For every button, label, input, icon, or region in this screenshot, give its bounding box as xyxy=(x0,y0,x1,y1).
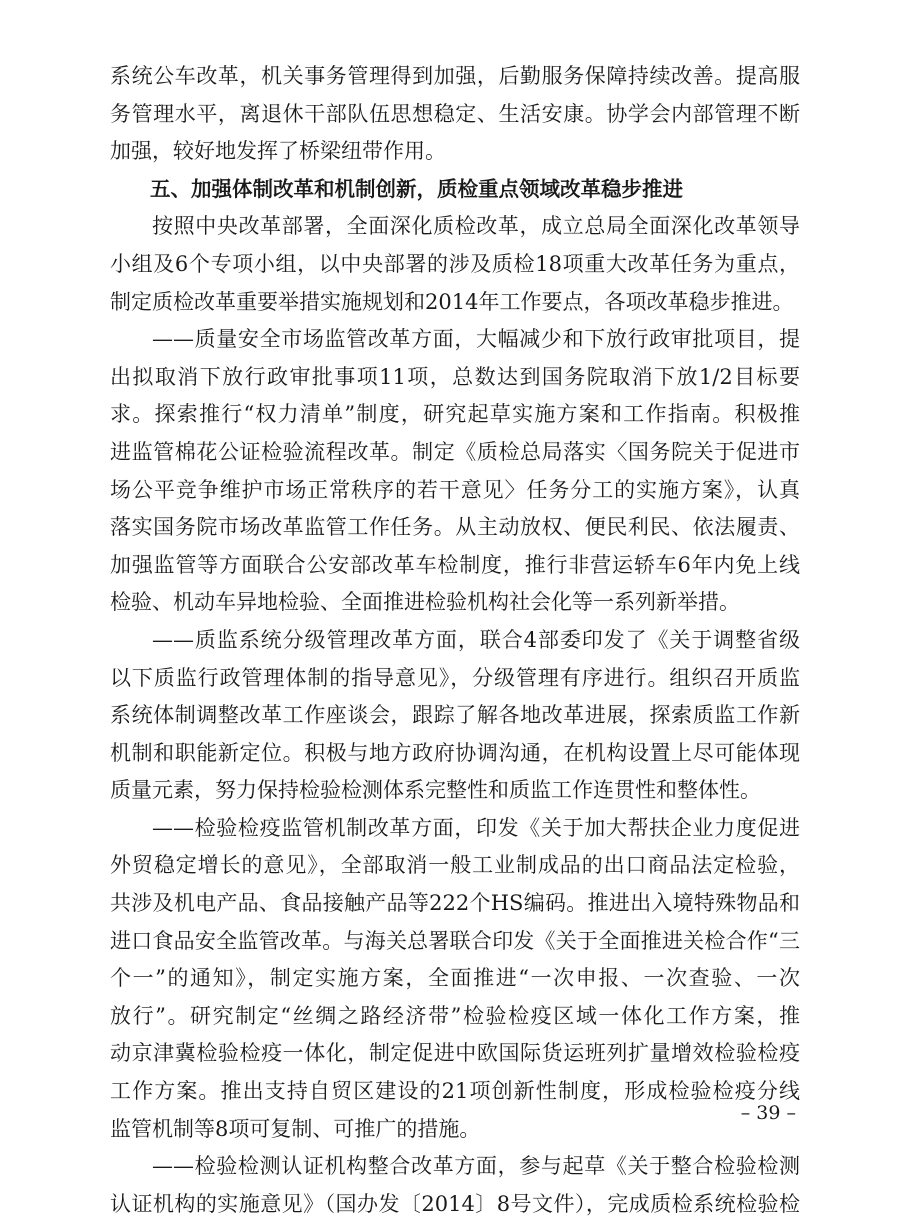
text-line: 按照中央改革部署，全面深化质检改革，成立总局全面深化改革领导 xyxy=(152,214,800,239)
text-line: 共涉及机电产品、食品接触产品等222个HS编码。推进出入境特殊物品和 xyxy=(110,891,800,916)
text-line: 进监管棉花公证检验流程改革。制定《质检总局落实〈国务院关于促进市 xyxy=(110,439,800,464)
text-line: 制定质检改革重要举措实施规划和2014年工作要点，各项改革稳步推进。 xyxy=(110,289,794,314)
text-line: 监管机制等8项可复制、可推广的措施。 xyxy=(110,1116,481,1141)
text-line: 系统体制调整改革工作座谈会，跟踪了解各地改革进展，探索质监工作新 xyxy=(110,703,800,728)
page-number: – 39 – xyxy=(740,1102,796,1124)
text-line: 系统公车改革，机关事务管理得到加强，后勤服务保障持续改善。提高服 xyxy=(110,64,800,88)
text-line: 落实国务院市场改革监管工作任务。从主动放权、便民利民、依法履责、 xyxy=(110,515,800,540)
text-line: 认证机构的实施意见》（国办发〔2014〕8号文件），完成质检系统检验检 xyxy=(110,1191,800,1216)
text-line: 放行”。研究制定“丝绸之路经济带”检验检疫区域一体化工作方案，推 xyxy=(110,1003,800,1028)
text-line: 出拟取消下放行政审批事项11项，总数达到国务院取消下放1/2目标要 xyxy=(110,364,800,389)
body-text xyxy=(110,58,800,1223)
text-line: 检验、机动车异地检验、全面推进检验机构社会化等一系列新举措。 xyxy=(110,590,740,615)
text-line: ——检验检测认证机构整合改革方面，参与起草《关于整合检验检测 xyxy=(152,1154,800,1179)
text-line: 以下质监行政管理体制的指导意见》，分级管理有序进行。组织召开质监 xyxy=(110,665,800,690)
text-line: ——检验检疫监管机制改革方面，印发《关于加大帮扶企业力度促进 xyxy=(152,815,800,840)
text-line: 求。探索推行“权力清单”制度，研究起草实施方案和工作指南。积极推 xyxy=(110,402,800,427)
text-line: 个一”的通知》，制定实施方案，全面推进“一次申报、一次查验、一次 xyxy=(110,966,800,991)
text-line: 进口食品安全监管改革。与海关总署联合印发《关于全面推进关检合作“三 xyxy=(110,928,800,953)
text-line: 加强，较好地发挥了桥梁纽带作用。 xyxy=(110,139,446,164)
text-line: ——质量安全市场监管改革方面，大幅减少和下放行政审批项目，提 xyxy=(152,327,800,352)
section-heading: 五、加强体制改革和机制创新，质检重点领域改革稳步推进 xyxy=(150,176,683,201)
text-line: 工作方案。推出支持自贸区建设的21项创新性制度，形成检验检疫分线 xyxy=(110,1079,800,1104)
text-line: 务管理水平，离退休干部队伍思想稳定、生活安康。协学会内部管理不断 xyxy=(110,101,800,126)
text-line: 外贸稳定增长的意见》，全部取消一般工业制成品的出口商品法定检验， xyxy=(110,853,800,878)
text-line: 加强监管等方面联合公安部改革车检制度，推行非营运轿车6年内免上线 xyxy=(110,552,800,577)
text-line: ——质监系统分级管理改革方面，联合4部委印发了《关于调整省级 xyxy=(152,627,800,652)
text-line: 小组及6个专项小组，以中央部署的涉及质检18项重大改革任务为重点， xyxy=(110,251,800,276)
text-line: 场公平竞争维护市场正常秩序的若干意见〉任务分工的实施方案》，认真 xyxy=(110,477,800,502)
text-line: 机制和职能新定位。积极与地方政府协调沟通，在机构设置上尽可能体现 xyxy=(110,740,800,765)
text-line: 质量元素，努力保持检验检测体系完整性和质监工作连贯性和整体性。 xyxy=(110,778,761,803)
text-line: 动京津冀检验检疫一体化，制定促进中欧国际货运班列扩量增效检验检疫 xyxy=(110,1041,800,1066)
